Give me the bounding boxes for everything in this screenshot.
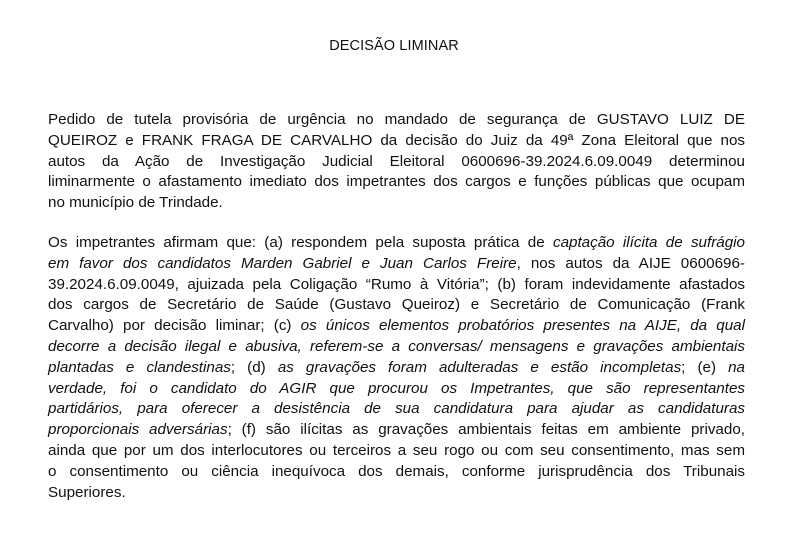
text-line (48, 152, 745, 173)
italic-text-segment: plantadas e clandestinas (48, 358, 231, 376)
text-line (48, 193, 745, 214)
italic-text-segment: os únicos elementos probatórios presentes na AIJE, da qual (300, 317, 745, 335)
text-line (48, 441, 745, 462)
italic-text-segment: verdade, foi o candidato do AGIR que procurou os Impetrantes, que são representantes (48, 379, 745, 397)
text-line (48, 254, 745, 275)
text-segment: ; (d) (230, 358, 278, 376)
text-segment: Superiores. (48, 483, 126, 501)
text-line (48, 358, 745, 379)
document-title: DECISÃO LIMINAR (329, 38, 459, 54)
text-line (48, 399, 745, 420)
italic-text-segment: as gravações foram adulteradas e estão incompletas (277, 358, 682, 376)
text-line (48, 275, 745, 296)
text-segment: Os impetrantes afirmam que: (a) respondem pela suposta prática de (48, 234, 553, 251)
text-segment: Carvalho) por decisão liminar; (c) (48, 317, 301, 335)
italic-text-segment: decorre a decisão ilegal e abusiva, referem-se a conversas/ mensagens e gravações ambientais (48, 337, 745, 355)
text-line (48, 316, 745, 337)
text-segment: QUEIROZ e FRANK FRAGA DE CARVALHO da decisão do Juiz da 49ª Zona Eleitoral que nos (48, 131, 745, 149)
text-segment: 39.2024.6.09.0049, ajuizada pela Coligação “Rumo à Vitória”; (b) foram indevidamente afastados (48, 275, 745, 293)
italic-text-segment: partidários, para oferecer a desistência de sua candidatura para ajudar as candidaturas (48, 400, 745, 418)
text-segment: ; (f) são ilícitas as gravações ambientais feitas em ambiente privado, (227, 421, 745, 439)
text-segment: ainda que por um dos interlocutores ou terceiros a seu rogo ou com seu consentimento, mas sem (48, 441, 745, 459)
text-segment: ; (e) (681, 358, 729, 376)
text-line (48, 420, 745, 441)
italic-text-segment: proporcionais adversárias (48, 421, 228, 439)
text-line (48, 131, 745, 152)
text-segment: autos da Ação de Investigação Judicial Eleitoral 0600696-39.2024.6.09.0049 determinou (48, 152, 745, 170)
italic-text-segment: em favor dos candidatos Marden Gabriel e Juan Carlos Freire (48, 254, 517, 272)
italic-text-segment: captação ilícita de sufrágio (552, 234, 745, 251)
text-line (48, 483, 745, 504)
text-line (48, 462, 745, 483)
text-line (48, 295, 745, 316)
text-line (48, 337, 745, 358)
text-segment: Pedido de tutela provisória de urgência no mandado de segurança de GUSTAVO LUIZ DE (48, 111, 745, 128)
text-line (48, 379, 745, 400)
text-segment: no município de Trindade. (48, 194, 223, 212)
text-line (48, 233, 745, 254)
paragraph-request (48, 110, 745, 214)
text-line (48, 110, 745, 131)
text-line (48, 172, 745, 193)
text-segment: dos cargos de Secretário de Saúde (Gustavo Queiroz) e Secretário de Comunicação (Frank (48, 296, 745, 314)
italic-text-segment: na (728, 358, 745, 376)
text-segment: o consentimento ou ciência inequívoca dos demais, conforme jurisprudência dos Tribunais (48, 462, 745, 480)
text-segment: , nos autos da AIJE 0600696- (516, 254, 745, 272)
paragraph-claims (48, 233, 745, 503)
text-segment: liminarmente o afastamento imediato dos impetrantes dos cargos e funções públicas que ocupam (48, 173, 745, 191)
